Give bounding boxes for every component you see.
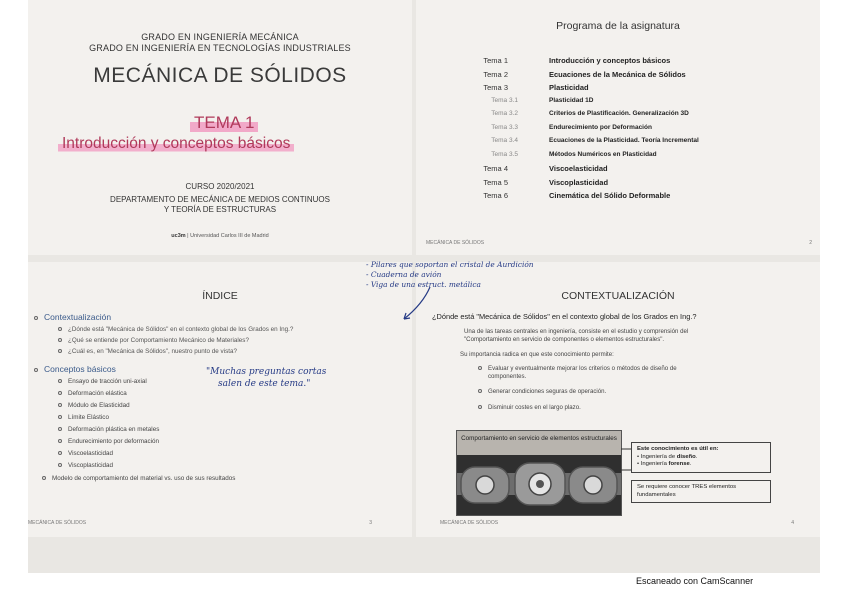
index-item: Viscoplasticidad xyxy=(58,462,113,469)
tema-name-label: Criterios de Plastificación. Generalización 3D xyxy=(549,110,689,117)
department-line-2: Y TEORÍA DE ESTRUCTURAS xyxy=(163,205,277,214)
academic-year: CURSO 2020/2021 xyxy=(185,182,255,191)
programa-item xyxy=(416,70,820,82)
programa-item xyxy=(416,151,820,163)
info-bullet: • Ingeniería de diseño. xyxy=(637,453,698,460)
programa-item xyxy=(416,124,820,136)
slide-footer: MECÁNICA DE SÓLIDOS xyxy=(28,520,87,526)
bullet-icon xyxy=(58,349,62,353)
contextualizacion-title: CONTEXTUALIZACIÓN xyxy=(561,290,675,302)
handwritten-note-line-2: salen de este tema." xyxy=(218,379,311,389)
info-box-title: Este conocimiento es útil en: xyxy=(637,446,719,452)
bullet-icon xyxy=(478,405,482,409)
tema-name-label: Viscoelasticidad xyxy=(549,164,608,173)
info-bullet: • Ingeniería forense. xyxy=(637,461,692,467)
index-item: ¿Dónde está "Mecánica de Sólidos" en el contexto global de los Grados en Ing.? xyxy=(58,326,293,333)
index-item: Deformación plástica en metales xyxy=(58,426,159,433)
slide-footer: MECÁNICA DE SÓLIDOS xyxy=(426,240,485,246)
degree-line-2: GRADO EN INGENIERÍA EN TECNOLOGÍAS INDUSTRIALES xyxy=(89,43,351,53)
tema-name-label: Endurecimiento por Deformación xyxy=(549,123,652,131)
index-item: Límite Elástico xyxy=(58,414,109,421)
tema-subtitle: Introducción y conceptos básicos xyxy=(58,135,294,153)
bullet-icon xyxy=(478,366,482,370)
tema-number: TEMA 1 xyxy=(190,113,258,133)
programa-item xyxy=(416,178,820,190)
handwritten-arrow-icon xyxy=(390,285,440,325)
bullet-icon xyxy=(34,316,38,320)
bullet-icon xyxy=(34,368,38,372)
context-question: ¿Dónde está "Mecánica de Sólidos" en el contexto global de los Grados en Ing.? xyxy=(432,312,697,321)
page-number: 2 xyxy=(809,240,812,246)
index-item: ¿Cuál es, en "Mecánica de Sólidos", nuestro punto de vista? xyxy=(58,348,237,355)
programa-item xyxy=(416,97,820,109)
slide-cover xyxy=(28,0,412,255)
programa-item xyxy=(416,83,820,95)
chain-links-icon xyxy=(457,455,622,516)
scanned-sheet xyxy=(28,0,820,573)
bullet-icon xyxy=(58,415,62,419)
tema-name-label: Ecuaciones de la Mecánica de Sólidos xyxy=(549,69,686,79)
paragraph-line: Una de las tareas centrales en ingeniería, consiste en el estudio y comprensión del xyxy=(464,328,689,335)
tema-name-label: Métodos Numéricos en Plasticidad xyxy=(549,150,657,158)
bullet-icon xyxy=(58,451,62,455)
index-section-3: Modelo de comportamiento del material vs. uso de sus resultados xyxy=(42,475,235,482)
slide-footer: MECÁNICA DE SÓLIDOS xyxy=(440,520,499,526)
paragraph-line: Su importancia radica en que este conocimiento permite: xyxy=(460,351,614,358)
tema-number-label: Tema 2 xyxy=(483,69,508,79)
chain-image xyxy=(456,430,622,516)
bullet-icon xyxy=(58,391,62,395)
index-item: Viscoelasticidad xyxy=(58,450,113,457)
tema-number-label: Tema 6 xyxy=(483,191,508,200)
tema-name-label: Plasticidad 1D xyxy=(549,96,594,104)
tema-number-label: Tema 3.5 xyxy=(491,150,518,158)
slide-indice xyxy=(28,262,412,537)
tema-number-label: Tema 3.2 xyxy=(491,110,518,117)
scanner-watermark: Escaneado con CamScanner xyxy=(636,576,754,586)
index-item: Deformación elástica xyxy=(58,390,127,397)
bullet-icon xyxy=(42,476,46,480)
programa-item xyxy=(416,56,820,68)
course-title: MECÁNICA DE SÓLIDOS xyxy=(93,64,347,87)
info-box-three-elements: Se requiere conocer TRES elementos fundamentales xyxy=(631,480,771,503)
handwritten-top-line: - Cuaderna de avión xyxy=(366,270,442,279)
index-section-2: Conceptos básicos xyxy=(34,364,116,374)
department-line-1: DEPARTAMENTO DE MECÁNICA DE MEDIOS CONTINUOS xyxy=(110,195,330,204)
programa-item xyxy=(416,137,820,149)
handwritten-top-line: - Pilares que soportan el cristal de Aurdición xyxy=(366,260,534,269)
tema-number-label: Tema 3 xyxy=(483,83,508,92)
index-item: ¿Qué se entiende por Comportamiento Mecánico de Materiales? xyxy=(58,337,249,344)
tema-number-label: Tema 4 xyxy=(483,164,508,173)
index-item: Endurecimiento por deformación xyxy=(58,438,159,445)
bullet-icon xyxy=(478,389,482,393)
index-item: Ensayo de tracción uni-axial xyxy=(58,378,147,385)
list-item: Generar condiciones seguras de operación. xyxy=(478,388,606,396)
tema-name-label: Cinemática del Sólido Deformable xyxy=(549,191,671,200)
tema-name-label: Plasticidad xyxy=(549,83,589,92)
paragraph-line: "Comportamiento en servicio de componentes o elementos estructurales". xyxy=(464,336,665,343)
bullet-icon xyxy=(58,327,62,331)
tema-number-label: Tema 3.3 xyxy=(491,123,518,131)
programa-item xyxy=(416,191,820,203)
info-box-useful xyxy=(631,442,771,473)
page-number: 3 xyxy=(369,520,372,526)
indice-title: ÍNDICE xyxy=(202,290,238,302)
tema-number-label: Tema 1 xyxy=(483,56,508,65)
handwritten-note-line-1: "Muchas preguntas cortas xyxy=(206,367,327,377)
bullet-icon xyxy=(58,439,62,443)
degree-line-1: GRADO EN INGENIERÍA MECÁNICA xyxy=(141,32,299,42)
list-item: Disminuir costes en el largo plazo. xyxy=(478,404,581,412)
programa-title: Programa de la asignatura xyxy=(556,20,680,32)
tema-number-label: Tema 3.4 xyxy=(491,137,518,144)
university-name: Universidad Carlos III de Madrid xyxy=(190,233,269,239)
programa-item xyxy=(416,164,820,176)
bullet-icon xyxy=(58,379,62,383)
list-item: Evaluar y eventualmente mejorar los criterios o métodos de diseño de xyxy=(478,365,677,373)
tema-number-label: Tema 5 xyxy=(483,177,508,187)
slide-programa xyxy=(416,0,820,255)
bullet-icon xyxy=(58,338,62,342)
university-logo: uc3m | Universidad Carlos III de Madrid xyxy=(171,233,269,239)
index-section-1: Contextualización xyxy=(34,312,111,322)
programa-item xyxy=(416,110,820,122)
image-caption: Comportamiento en servicio de elementos estructurales xyxy=(457,431,621,455)
bullet-icon xyxy=(58,463,62,467)
tema-name-label: Viscoplasticidad xyxy=(549,177,609,187)
uc3m-logo: uc3m xyxy=(171,233,186,239)
tema-name-label: Introducción y conceptos básicos xyxy=(549,56,671,65)
page-number: 4 xyxy=(791,520,794,526)
bullet-icon xyxy=(58,427,62,431)
tema-name-label: Ecuaciones de la Plasticidad. Teoría Incremental xyxy=(549,137,699,144)
tema-number-label: Tema 3.1 xyxy=(491,96,518,104)
list-item-continuation: componentes. xyxy=(488,373,527,380)
slide-contextualizacion xyxy=(416,262,820,537)
index-item: Módulo de Elasticidad xyxy=(58,402,130,409)
bullet-icon xyxy=(58,403,62,407)
handwritten-top-line: - Viga de una estruct. metálica xyxy=(366,280,481,289)
